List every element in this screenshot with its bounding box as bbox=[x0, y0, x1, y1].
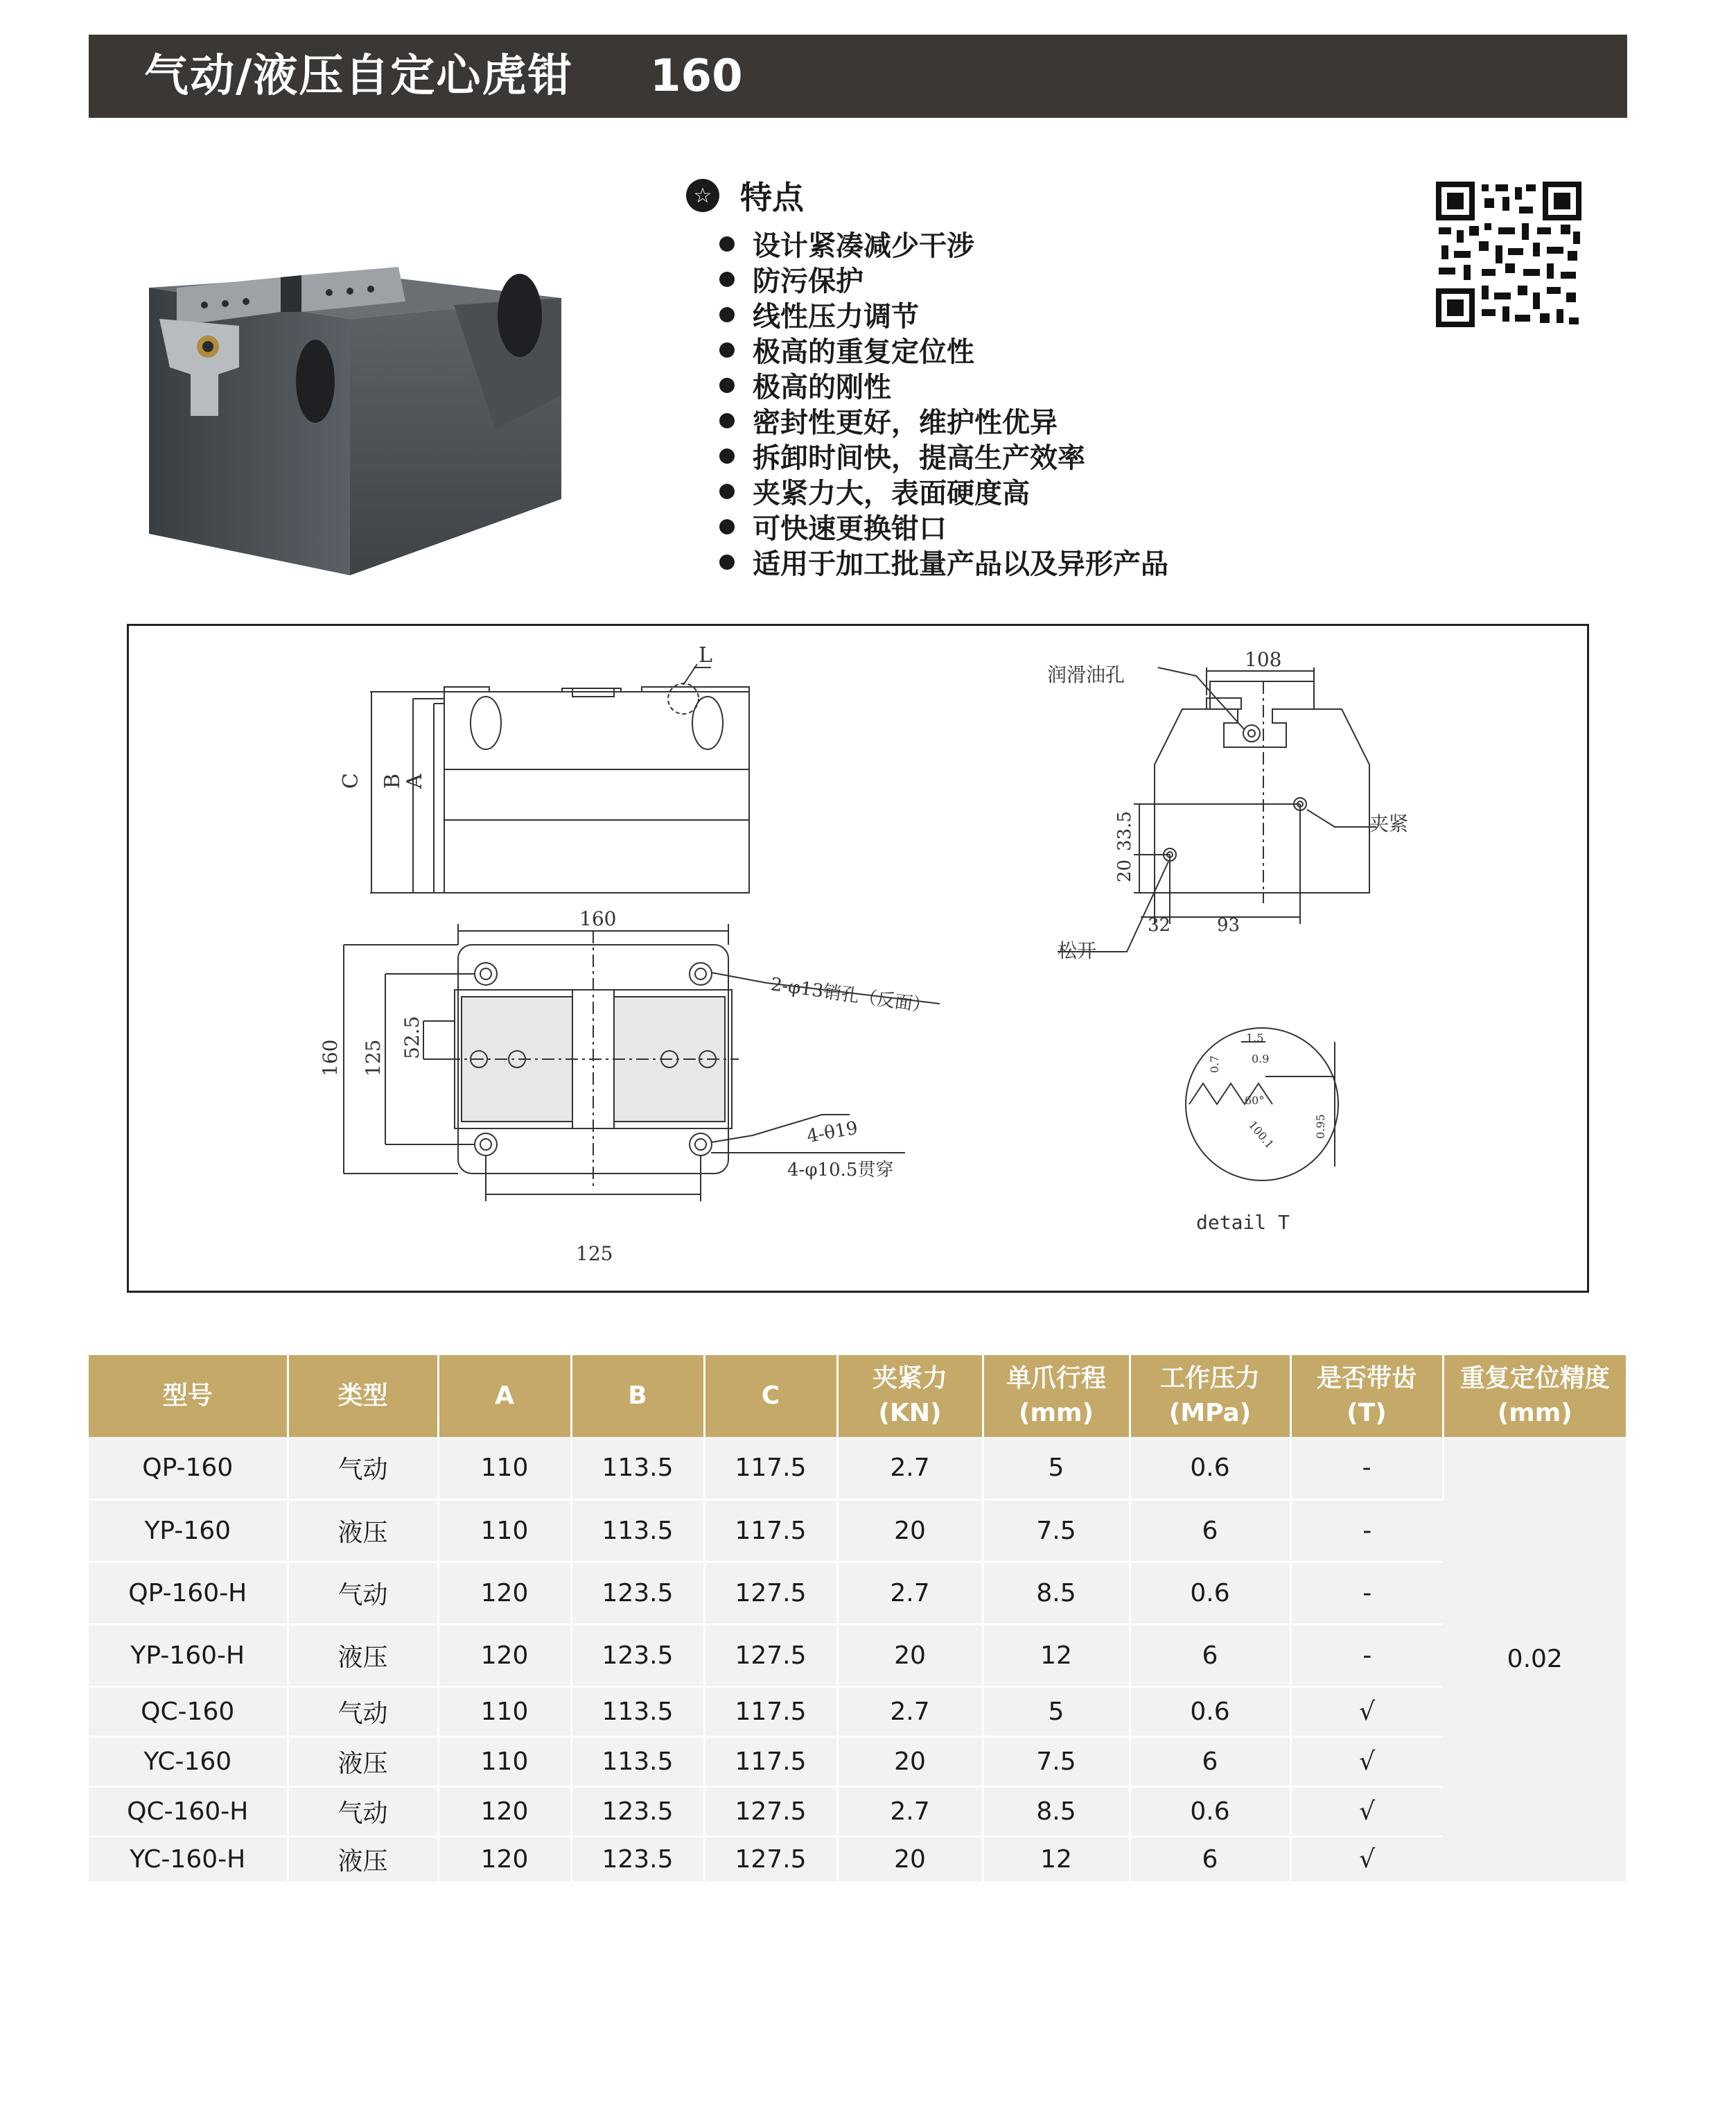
feature-item: 密封性更好，维护性优异 bbox=[719, 403, 1310, 438]
table-cell: 117.5 bbox=[704, 1499, 837, 1562]
lube-hole-label: 润滑油孔 bbox=[1047, 663, 1125, 686]
column-header-line: 工作压力 bbox=[1159, 1364, 1260, 1393]
table-row bbox=[89, 1437, 1626, 1499]
feature-item: 线性压力调节 bbox=[719, 297, 1310, 332]
qr-code-icon[interactable] bbox=[1436, 182, 1581, 327]
release-label: 松开 bbox=[1058, 939, 1097, 962]
column-header bbox=[288, 1355, 438, 1437]
bullet-icon bbox=[719, 307, 735, 322]
column-header-line: 型号 bbox=[162, 1381, 213, 1410]
bullet-icon bbox=[719, 555, 735, 570]
bullet-icon bbox=[719, 236, 735, 252]
table-cell: 120 bbox=[438, 1786, 571, 1836]
feature-item: 夹紧力大，表面硬度高 bbox=[719, 473, 1310, 509]
bullet-icon bbox=[719, 272, 735, 287]
front-view bbox=[370, 664, 749, 893]
model-number: 160 bbox=[650, 51, 743, 102]
table-cell: 123.5 bbox=[571, 1786, 704, 1836]
thread-label: 4-θ19 bbox=[805, 1117, 860, 1147]
features-list bbox=[719, 226, 1310, 579]
table-cell: QC-160 bbox=[89, 1686, 288, 1736]
table-cell: 113.5 bbox=[571, 1686, 704, 1736]
dim-a: A bbox=[403, 774, 427, 789]
table-cell: 127.5 bbox=[704, 1562, 837, 1624]
page-title: 气动/液压自定心虎钳 bbox=[144, 51, 574, 102]
table-cell: √ bbox=[1290, 1736, 1443, 1786]
detail-l-label: L bbox=[699, 643, 712, 668]
table-cell: 液压 bbox=[288, 1836, 438, 1882]
table-cell: 气动 bbox=[288, 1786, 438, 1836]
table-cell: 120 bbox=[438, 1562, 571, 1624]
feature-item: 设计紧凑减少干涉 bbox=[719, 226, 1310, 261]
vise-product-image bbox=[135, 208, 565, 582]
table-cell: 123.5 bbox=[571, 1562, 704, 1624]
column-header-line: (T) bbox=[1347, 1399, 1387, 1427]
table-row bbox=[89, 1836, 1626, 1882]
column-header bbox=[571, 1355, 704, 1437]
header-bar bbox=[89, 35, 1627, 118]
bullet-icon bbox=[719, 413, 735, 428]
table-cell: 6 bbox=[1130, 1499, 1290, 1562]
table-cell: 5 bbox=[983, 1437, 1130, 1499]
side-view bbox=[1058, 668, 1376, 952]
column-header bbox=[983, 1355, 1130, 1437]
clamp-label: 夹紧 bbox=[1369, 812, 1409, 835]
table-cell: YC-160-H bbox=[89, 1836, 288, 1882]
table-row bbox=[89, 1686, 1626, 1736]
table-cell: 12 bbox=[983, 1624, 1130, 1686]
detail-dim-5: 0.95 bbox=[1314, 1114, 1327, 1139]
table-cell: 127.5 bbox=[704, 1624, 837, 1686]
table-cell: 6 bbox=[1130, 1736, 1290, 1786]
table-cell: 0.6 bbox=[1130, 1686, 1290, 1736]
dim-33-5: 33.5 bbox=[1114, 811, 1135, 851]
table-cell: 20 bbox=[837, 1736, 983, 1786]
table-cell: 液压 bbox=[288, 1736, 438, 1786]
dim-20: 20 bbox=[1114, 859, 1135, 882]
table-cell: 0.6 bbox=[1130, 1562, 1290, 1624]
table-cell: 113.5 bbox=[571, 1437, 704, 1499]
accuracy-cell: 0.02 bbox=[1443, 1437, 1626, 1882]
table-cell: √ bbox=[1290, 1836, 1443, 1882]
table-cell: √ bbox=[1290, 1786, 1443, 1836]
table-cell: 液压 bbox=[288, 1624, 438, 1686]
table-cell: QP-160-H bbox=[89, 1562, 288, 1624]
table-cell: - bbox=[1290, 1437, 1443, 1499]
dim-height-160: 160 bbox=[319, 1039, 342, 1076]
dim-bottom-125: 125 bbox=[576, 1242, 613, 1265]
table-row bbox=[89, 1562, 1626, 1624]
dim-b: B bbox=[380, 773, 405, 789]
detail-t-label: detail T bbox=[1196, 1211, 1290, 1234]
bullet-icon bbox=[719, 484, 735, 499]
column-header-line: 类型 bbox=[337, 1381, 388, 1410]
feature-item: 拆卸时间快，提高生产效率 bbox=[719, 438, 1310, 473]
column-header-line: C bbox=[761, 1381, 780, 1410]
table-cell: 12 bbox=[983, 1836, 1130, 1882]
table-cell: 0.6 bbox=[1130, 1437, 1290, 1499]
feature-item: 极高的刚性 bbox=[719, 367, 1310, 403]
table-cell: 110 bbox=[438, 1499, 571, 1562]
column-header-line: (KN) bbox=[878, 1399, 942, 1427]
table-cell: 8.5 bbox=[983, 1562, 1130, 1624]
detail-dim-4: 0.9 bbox=[1252, 1052, 1270, 1065]
table-cell: 气动 bbox=[288, 1562, 438, 1624]
bullet-icon bbox=[719, 342, 735, 358]
table-cell: 2.7 bbox=[837, 1686, 983, 1736]
feature-item: 极高的重复定位性 bbox=[719, 332, 1310, 367]
table-cell: 气动 bbox=[288, 1437, 438, 1499]
table-cell: QP-160 bbox=[89, 1437, 288, 1499]
column-header-line: 是否带齿 bbox=[1316, 1364, 1417, 1393]
column-header-line: (MPa) bbox=[1168, 1399, 1252, 1427]
spec-table bbox=[89, 1355, 1626, 1883]
table-cell: - bbox=[1290, 1562, 1443, 1624]
features-section bbox=[686, 175, 1310, 579]
table-row bbox=[89, 1786, 1626, 1836]
column-header bbox=[89, 1355, 288, 1437]
star-icon: ☆ bbox=[686, 179, 719, 212]
dim-52-5: 52.5 bbox=[401, 1015, 423, 1059]
table-body bbox=[89, 1437, 1626, 1882]
table-cell: 110 bbox=[438, 1686, 571, 1736]
table-cell: 6 bbox=[1130, 1624, 1290, 1686]
dim-32: 32 bbox=[1148, 915, 1171, 936]
table-cell: 120 bbox=[438, 1624, 571, 1686]
table-cell: 20 bbox=[837, 1499, 983, 1562]
drawing-canvas bbox=[129, 626, 1587, 1291]
bullet-icon bbox=[719, 448, 735, 464]
pin-hole-label: 2-φ13销孔（反面） bbox=[769, 974, 932, 1018]
dim-width-160: 160 bbox=[579, 907, 617, 930]
column-header-line: 夹紧力 bbox=[872, 1364, 947, 1393]
table-cell: 7.5 bbox=[983, 1736, 1130, 1786]
column-header bbox=[837, 1355, 983, 1437]
table-cell: 20 bbox=[837, 1836, 983, 1882]
table-cell: 127.5 bbox=[704, 1786, 837, 1836]
features-header bbox=[686, 175, 1310, 216]
table-cell: 127.5 bbox=[704, 1836, 837, 1882]
table-cell: 液压 bbox=[288, 1499, 438, 1562]
column-header-line: 重复定位精度 bbox=[1459, 1364, 1610, 1393]
table-cell: 8.5 bbox=[983, 1786, 1130, 1836]
through-hole-label: 4-φ10.5贯穿 bbox=[787, 1160, 894, 1180]
features-title: 特点 bbox=[740, 179, 804, 216]
table-cell: 2.7 bbox=[837, 1437, 983, 1499]
table-cell: - bbox=[1290, 1499, 1443, 1562]
table-cell: 113.5 bbox=[571, 1499, 704, 1562]
table-cell: 2.7 bbox=[837, 1786, 983, 1836]
table-cell: 117.5 bbox=[704, 1736, 837, 1786]
column-header-line: (mm) bbox=[1497, 1399, 1572, 1427]
table-cell: 6 bbox=[1130, 1836, 1290, 1882]
table-cell: 0.6 bbox=[1130, 1786, 1290, 1836]
column-header bbox=[1290, 1355, 1443, 1437]
table-cell: QC-160-H bbox=[89, 1786, 288, 1836]
table-row bbox=[89, 1624, 1626, 1686]
table-cell: 113.5 bbox=[571, 1736, 704, 1786]
dim-height-125: 125 bbox=[362, 1039, 385, 1076]
bullet-icon bbox=[719, 519, 735, 534]
table-row bbox=[89, 1736, 1626, 1786]
table-cell: 20 bbox=[837, 1624, 983, 1686]
detail-dim-3: 60° bbox=[1245, 1094, 1265, 1107]
table-cell: YC-160 bbox=[89, 1736, 288, 1786]
table-cell: 5 bbox=[983, 1686, 1130, 1736]
column-header-line: A bbox=[495, 1381, 514, 1410]
column-header bbox=[704, 1355, 837, 1437]
column-header-line: B bbox=[628, 1381, 647, 1410]
detail-dim-1: 0.7 bbox=[1208, 1055, 1221, 1073]
column-header-line: 单爪行程 bbox=[1006, 1364, 1106, 1393]
bullet-icon bbox=[719, 378, 735, 393]
feature-item: 可快速更换钳口 bbox=[719, 509, 1310, 544]
detail-dim-6: 100.1 bbox=[1245, 1118, 1277, 1151]
table-cell: YP-160-H bbox=[89, 1624, 288, 1686]
column-header-line: (mm) bbox=[1019, 1399, 1094, 1427]
dim-c: C bbox=[339, 773, 363, 789]
dim-93: 93 bbox=[1217, 915, 1240, 936]
table-cell: 2.7 bbox=[837, 1562, 983, 1624]
table-cell: 123.5 bbox=[571, 1836, 704, 1882]
table-cell: YP-160 bbox=[89, 1499, 288, 1562]
feature-item: 防污保护 bbox=[719, 261, 1310, 297]
table-cell: √ bbox=[1290, 1686, 1443, 1736]
column-header bbox=[1443, 1355, 1626, 1437]
feature-item: 适用于加工批量产品以及异形产品 bbox=[719, 544, 1310, 579]
table-cell: 110 bbox=[438, 1736, 571, 1786]
column-header bbox=[1130, 1355, 1290, 1437]
table-cell: 110 bbox=[438, 1437, 571, 1499]
table-row bbox=[89, 1499, 1626, 1562]
table-cell: 气动 bbox=[288, 1686, 438, 1736]
table-cell: 117.5 bbox=[704, 1686, 837, 1736]
table-cell: 120 bbox=[438, 1836, 571, 1882]
table-header-row bbox=[89, 1355, 1626, 1437]
column-header bbox=[438, 1355, 571, 1437]
technical-drawing bbox=[127, 624, 1589, 1293]
table-cell: 123.5 bbox=[571, 1624, 704, 1686]
detail-dim-2: 1.5 bbox=[1246, 1031, 1264, 1045]
table-cell: 7.5 bbox=[983, 1499, 1130, 1562]
table-cell: - bbox=[1290, 1624, 1443, 1686]
table-cell: 117.5 bbox=[704, 1437, 837, 1499]
dim-108: 108 bbox=[1245, 648, 1282, 671]
